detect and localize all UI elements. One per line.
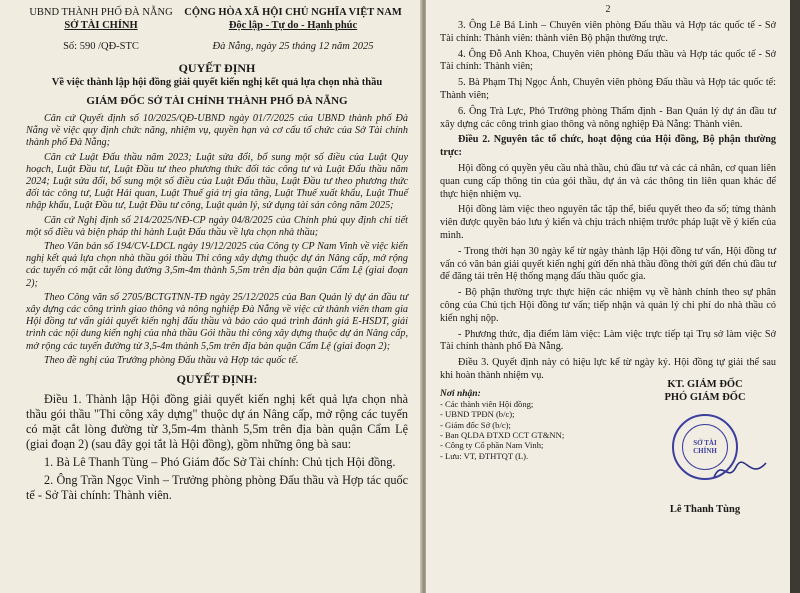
- decision-heading: QUYẾT ĐỊNH:: [176, 372, 258, 387]
- recipient-item: - Giám đốc Sở (b/c);: [440, 419, 511, 430]
- signature-block: [630, 378, 780, 516]
- legal-basis: Căn cứ Nghị định số 214/2025/NĐ-CP ngày 04/8/2025 của Chính phủ quy định chi tiết một số điều và biện pháp thi hành Luật Đấu thầu về lựa chọn nhà thầu;: [26, 214, 408, 238]
- department-name: SỞ TÀI CHÍNH: [64, 20, 138, 31]
- member-item: 2. Ông Trần Ngọc Vinh – Trưởng phòng phòng Đấu thầu và Hợp tác quốc tế - Sở Tài chính: Thành viên.: [26, 473, 408, 503]
- nation-block: [178, 6, 408, 53]
- member-item: 4. Ông Đỗ Anh Khoa, Chuyên viên phòng Đấu thầu và Hợp tác quốc tế - Sở Tài chính: Thành viên;: [440, 48, 776, 73]
- sign-for: KT. GIÁM ĐỐC: [667, 379, 743, 390]
- recipients-block: [440, 389, 610, 461]
- article-2-item: - Trong thời hạn 30 ngày kể từ ngày thành lập Hội đồng tư vấn, Hội đồng tư vấn có văn bản giải quyết kiến nghị gửi đến nhà thầu đồng thời gửi đến chủ đầu tư để đăng tải trên Hệ thống mạng đấu thầu quốc gia.: [440, 245, 776, 283]
- article-2-item: - Phương thức, địa điểm làm việc: Làm việc trực tiếp tại Trụ sở làm việc Sở Tài chính thành phố Đà Nẵng.: [440, 328, 776, 353]
- article-2-item: Hội đồng có quyền yêu cầu nhà thầu, chủ đầu tư và các cá nhân, cơ quan liên quan cung cấp thông tin của gói thầu, dự án và các thông tin liên quan khác để thực hiện nhiệm vụ.: [440, 162, 776, 200]
- legal-bases: [26, 113, 408, 367]
- member-item: 3. Ông Lê Bá Linh – Chuyên viên phòng Đấu thầu và Hợp tác quốc tế - Sở Tài chính: Thành viên: thành viên Bộ phận thường trực.: [440, 20, 776, 44]
- document-number: Số: 590 /QĐ-STC: [63, 41, 139, 52]
- recipient-item: - Lưu: VT, ĐTHTQT (L).: [440, 450, 529, 461]
- agency-name: UBND THÀNH PHỐ ĐÀ NẴNG: [29, 7, 173, 18]
- legal-basis: Căn cứ Luật Đấu thầu năm 2023; Luật sửa đổi, bổ sung một số điều của Luật Quy hoạch, Luật Đầu tư, Luật Đầu tư theo phương thức đối tác công tư và Luật Đấu thầu năm 2024; Luật sửa đổi, bổ sung một số điều của Luật Đấu thầu, Luật Đầu tư theo phương thức đối tác công tư, Luật Hải quan, Luật Thuế giá trị gia tăng, Luật Thuế xuất khẩu, Luật Thuế nhập khẩu, Luật Đầu tư, Luật Đầu tư công, Luật quản lý, sử dụng tài sản công năm 2025;: [26, 151, 408, 212]
- document-subject: Về việc thành lập hội đồng giải quyết kiến nghị kết quả lựa chọn nhà thầu: [51, 77, 383, 88]
- article-3: Điều 3. Quyết định này có hiệu lực kể từ ngày ký. Hội đồng tự giải thể sau khi hoàn thành nhiệm vụ.: [440, 357, 776, 381]
- document-type: QUYẾT ĐỊNH: [178, 61, 256, 75]
- seal-text: SỞ TÀI CHÍNH: [682, 424, 728, 470]
- member-item: 6. Ông Trà Lực, Phó Trưởng phòng Thẩm định - Ban Quản lý dự án đầu tư xây dựng các công trình giao thông và nông nghiệp Đà Nẵng: Thành viên.: [440, 105, 776, 130]
- national-motto: Độc lập - Tự do - Hạnh phúc: [228, 20, 358, 31]
- issuer-title: GIÁM ĐỐC SỞ TÀI CHÍNH THÀNH PHỐ ĐÀ NẴNG: [86, 95, 348, 107]
- member-item: 1. Bà Lê Thanh Tùng – Phó Giám đốc Sở Tài chính: Chủ tịch Hội đồng.: [44, 455, 396, 470]
- recipient-item: - UBND TPĐN (b/c);: [440, 409, 515, 420]
- recipient-item: - Ban QLDA ĐTXD CCT GT&NN;: [440, 429, 565, 440]
- legal-basis: Theo đề nghị của Trưởng phòng Đấu thầu và Hợp tác quốc tế.: [44, 354, 299, 366]
- member-item: 5. Bà Phạm Thị Ngọc Ánh, Chuyên viên phòng Đấu thầu và Hợp tác quốc tế: Thành viên;: [440, 77, 776, 101]
- article-2: Điều 2. Nguyên tắc tổ chức, hoạt động của Hội đồng, Bộ phận thường trực:: [440, 134, 776, 159]
- article-2-item: Hội đồng làm việc theo nguyên tắc tập thể, biểu quyết theo đa số; từng thành viên được quyền bảo lưu ý kiến và chịu trách nhiệm trước pháp luật về ý kiến của mình.: [440, 204, 776, 241]
- article-1: Điều 1. Thành lập Hội đồng giải quyết kiến nghị kết quả lựa chọn nhà thầu gói thầu "Thi công xây dựng" thuộc dự án Nâng cấp, mở rộng các tuyến có mặt cắt lòng đường từ 3,5m-4m thành 5,5m trên địa bàn quận Cẩm Lệ (giai đoạn 2) (sau đây gọi tắt là Hội đồng), gồm những ông bà sau:: [26, 392, 408, 452]
- sign-title: PHÓ GIÁM ĐỐC: [664, 392, 746, 403]
- recipients-title: Nơi nhận:: [440, 388, 481, 399]
- signer-name: Lê Thanh Tùng: [669, 504, 741, 515]
- nation-title: CỘNG HÒA XÃ HỘI CHỦ NGHĨA VIỆT NAM: [184, 7, 402, 18]
- article-2-item: - Bộ phận thường trực thực hiện các nhiệm vụ về hành chính theo sự phân công của Chủ tịch Hội đồng tư vấn; tiếp nhận và quản lý chi phí do nhà thầu có kiến nghị nộp.: [440, 287, 776, 324]
- page-edge: [790, 0, 800, 593]
- legal-basis: Căn cứ Quyết định số 10/2025/QĐ-UBND ngày 01/7/2025 của UBND thành phố Đà Nẵng về việc quy định chức năng, nhiệm vụ, quyền hạn và cơ cấu tổ chức của Sở Tài chính thành phố Đà Nẵng;: [26, 113, 408, 149]
- document-date: Đà Nẵng, ngày 25 tháng 12 năm 2025: [212, 41, 374, 52]
- recipient-item: - Các thành viên Hội đồng;: [440, 398, 534, 409]
- document-header: [26, 6, 408, 53]
- recipient-item: - Công ty Cổ phần Nam Vinh;: [440, 440, 544, 451]
- legal-basis: Theo Văn bản số 194/CV-LDCL ngày 19/12/2025 của Công ty CP Nam Vinh về việc kiến nghị kết quả lựa chọn nhà thầu gói thầu Thi công xây dựng thuộc dự án Nâng cấp, mở rộng các tuyến có mặt cắt lòng đường 3,5m-4m thành 5,5m trên địa bàn quận Cẩm Lệ (giai đoạn 2);: [26, 241, 408, 289]
- official-seal: [672, 414, 738, 480]
- page-number: 2: [605, 4, 611, 15]
- issuer-block: [26, 6, 176, 53]
- legal-basis: Theo Công văn số 2705/BCTGTNN-TĐ ngày 25/12/2025 của Ban Quản lý dự án đầu tư xây dựng các công trình giao thông và nông nghiệp Đà Nẵng về việc cử thành viên tham gia Hội đồng tư vấn giải quyết kiến nghị đấu thầu và báo cáo quá trình đánh giá E-HSDT, giải trình các nội dung kiến nghị của nhà thầu Gói thầu thi công xây dựng thuộc dự án Nâng cấp, mở rộng các tuyến đường từ 3,5-4m thành 5,5m trên địa bàn quận Cẩm Lệ (giai đoạn 2);: [26, 291, 408, 352]
